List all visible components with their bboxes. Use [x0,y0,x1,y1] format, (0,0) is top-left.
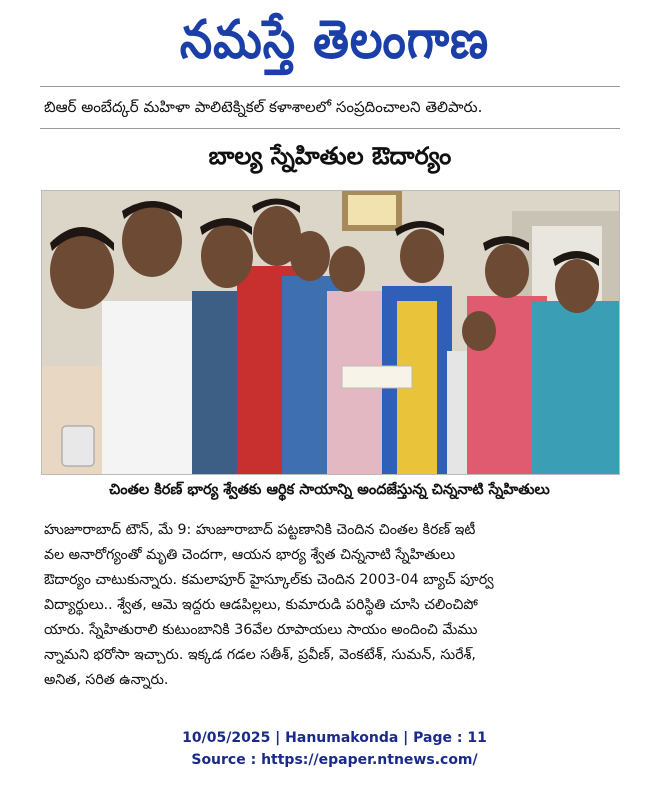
edition-line: 10/05/2025 | Hanumakonda | Page : 11 [182,730,487,746]
article-divider [40,128,620,129]
group-photo-illustration [42,191,619,474]
article-body: హుజూరాబాద్ టౌన్, మే 9: హుజూరాబాద్ పట్టణానికి చెందిన చింతల కిరణ్ ఇటీ వల అనారోగ్యంతో మృతి చెందగా, ఆయన భార్య శ్వేత చిన్ననాటి స్నేహితులు ఔదార్యం చాటుకున్నారు. కమలాపూర్ హైస్కూల్‌కు చెందిన 2003-04 బ్యాచ్ పూర్వ విద్యార్థులు.. శ్వేత, ఆమె ఇద్దరు ఆడపిల్లలు, కుమారుడి పరిస్థితి చూసి చలించిపో యారు. స్నేహితురాలి కుటుంబానికి 36వేల రూపాయలు సాయం అందించి మేము న్నామని భరోసా ఇచ్చారు. ఇక్కడ గడల సతీశ్, ప్రవీణ్, వెంకటేశ్, సుమన్, సురేశ్, అనిత, సరిత ఉన్నారు. [44,522,494,688]
newspaper-masthead: నమస్తే తెలంగాణ [179,7,490,71]
source-line[interactable]: Source : https://epaper.ntnews.com/ [191,752,478,768]
group-photo [41,190,620,475]
lead-line: బిఆర్ అంబేద్కర్ మహిళా పాలిటెక్నికల్ కళాశాలలో సంప్రదించాలని తెలిపారు. [44,98,483,116]
masthead-divider [40,86,620,87]
article-headline: బాల్య స్నేహితుల ఔదార్యం [208,142,452,170]
photo-caption: చింతల కిరణ్ భార్య శ్వేతకు ఆర్థిక సాయాన్ని అందజేస్తున్న చిన్ననాటి స్నేహితులు [109,482,550,498]
